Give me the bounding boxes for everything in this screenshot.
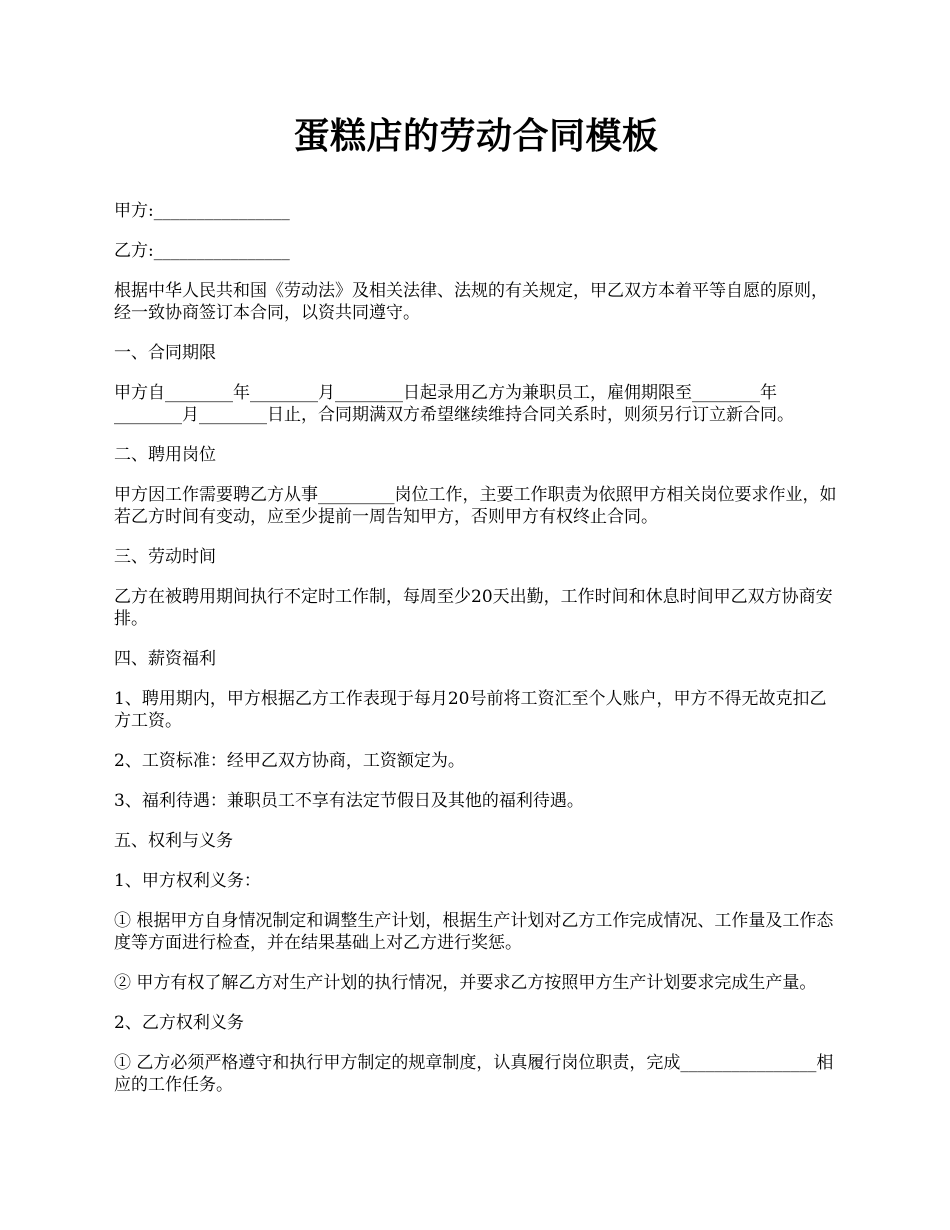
party-b-rights-heading: 2、乙方权利义务 <box>114 1013 244 1033</box>
section-heading-term: 一、合同期限 <box>114 343 216 363</box>
party-b-line: 乙方:________________ <box>114 241 290 261</box>
party-a-rights-item-1: ① 根据甲方自身情况制定和调整生产计划，根据生产计划对乙方工作完成情况、工作量及工作态度等方面进行检查，并在结果基础上对乙方进行奖惩。 <box>114 911 834 953</box>
document-title: 蛋糕店的劳动合同模板 <box>293 115 659 157</box>
intro-paragraph: 根据中华人民共和国《劳动法》及相关法律、法规的有关规定，甲乙双方本着平等自愿的原则，经一致协商签订本合同，以资共同遵守。 <box>114 281 828 323</box>
position-paragraph: 甲方因工作需要聘乙方从事_________岗位工作，主要工作职责为依照甲方相关岗位要求作业，如若乙方时间有变动，应至少提前一周告知甲方，否则甲方有权终止合同。 <box>114 485 837 527</box>
document-body <box>114 200 842 1096</box>
party-a-rights-item-2: ② 甲方有权了解乙方对生产计划的执行情况，并要求乙方按照甲方生产计划要求完成生产量。 <box>114 973 817 993</box>
party-b-rights-item-1: ① 乙方必须严格遵守和执行甲方制定的规章制度，认真履行岗位职责，完成________________相应的工作任务。 <box>114 1053 834 1095</box>
salary-item-1: 1、聘用期内，甲方根据乙方工作表现于每月20号前将工资汇至个人账户，甲方不得无故克扣乙方工资。 <box>114 689 827 731</box>
party-a-line: 甲方:________________ <box>114 201 290 221</box>
section-heading-position: 二、聘用岗位 <box>114 445 216 465</box>
section-heading-rights: 五、权利与义务 <box>114 831 233 851</box>
term-paragraph: 甲方自________年________月________日起录用乙方为兼职员工，雇佣期限至________年________月________日止，合同期满双方希望继续维持合同关系时，则须另行订立新合同。 <box>114 383 794 425</box>
party-a-rights-heading: 1、甲方权利义务： <box>114 871 261 891</box>
salary-item-3: 3、福利待遇：兼职员工不享有法定节假日及其他的福利待遇。 <box>114 791 584 811</box>
section-heading-hours: 三、劳动时间 <box>114 547 216 567</box>
salary-item-2: 2、工资标准：经甲乙双方协商，工资额定为。 <box>114 751 465 771</box>
section-heading-salary: 四、薪资福利 <box>114 649 216 669</box>
hours-paragraph: 乙方在被聘用期间执行不定时工作制，每周至少20天出勤，工作时间和休息时间甲乙双方协商安排。 <box>114 587 833 629</box>
